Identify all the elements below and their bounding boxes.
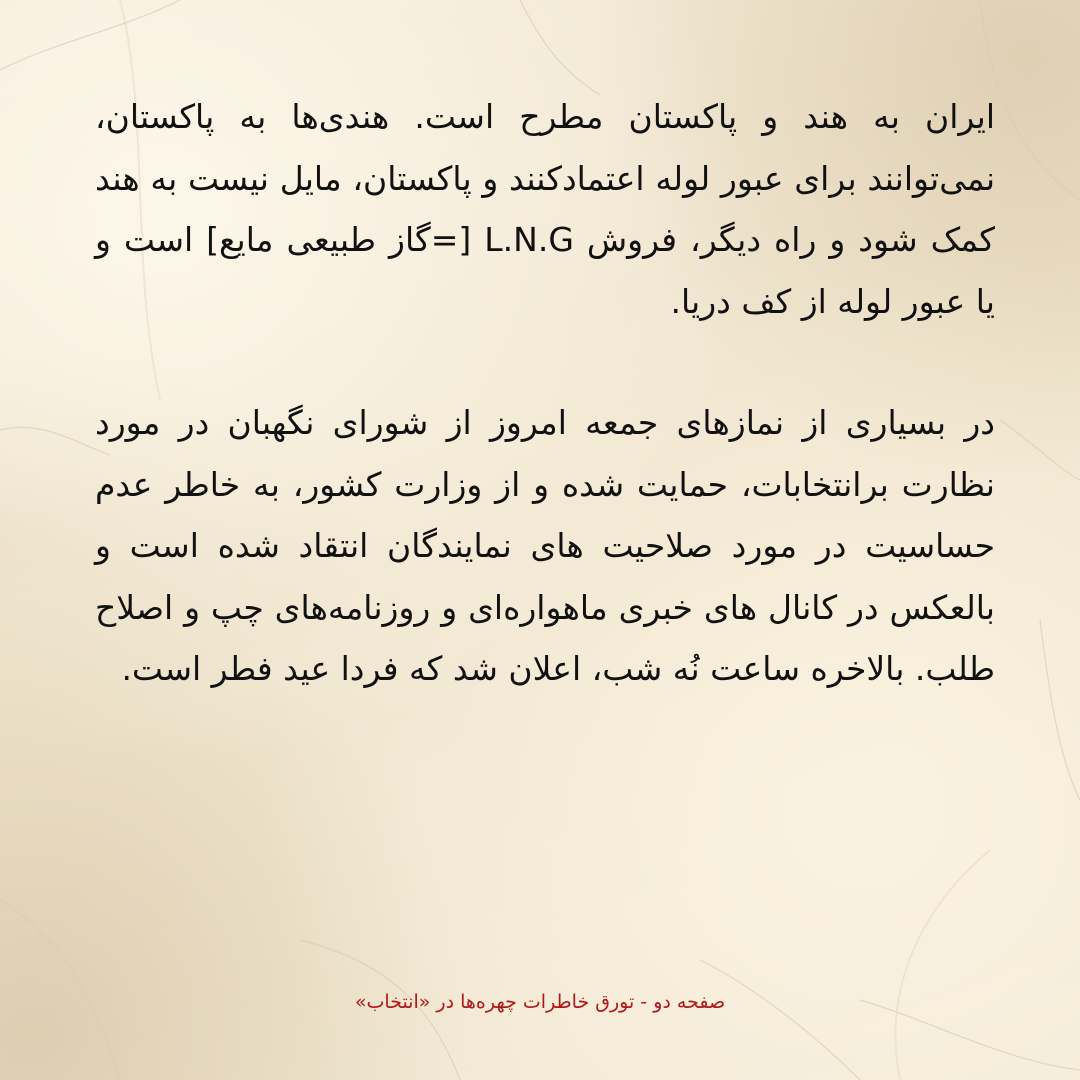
- document-body: [95, 86, 995, 700]
- paragraph-2: در بسیاری از نمازهای جمعه امروز از شورای نگهبان در مورد نظارت برانتخابات، حمایت شده و از وزارت کشور، به خاطر عدم حساسیت در مورد صلاحیت های نمایندگان انتقاد شده است و بالعکس در کانال های خبری ماهواره‌ای و روزنامه‌های چپ و اصلاح طلب. بالاخره ساعت نُه شب، اعلان شد که فردا عید فطر است.: [95, 403, 995, 688]
- paragraph-1: ایران به هند و پاکستان مطرح است. هندی‌ها به پاکستان، نمی‌توانند برای عبور لوله اعتمادکنند و پاکستان، مایل نیست به هند کمک شود و راه دیگر، فروش L.N.G [=گاز طبیعی مایع] است و یا عبور لوله از کف دریا.: [95, 97, 995, 321]
- page-footer-caption: صفحه دو - تورق خاطرات چهره‌ها در «انتخاب»: [354, 991, 726, 1013]
